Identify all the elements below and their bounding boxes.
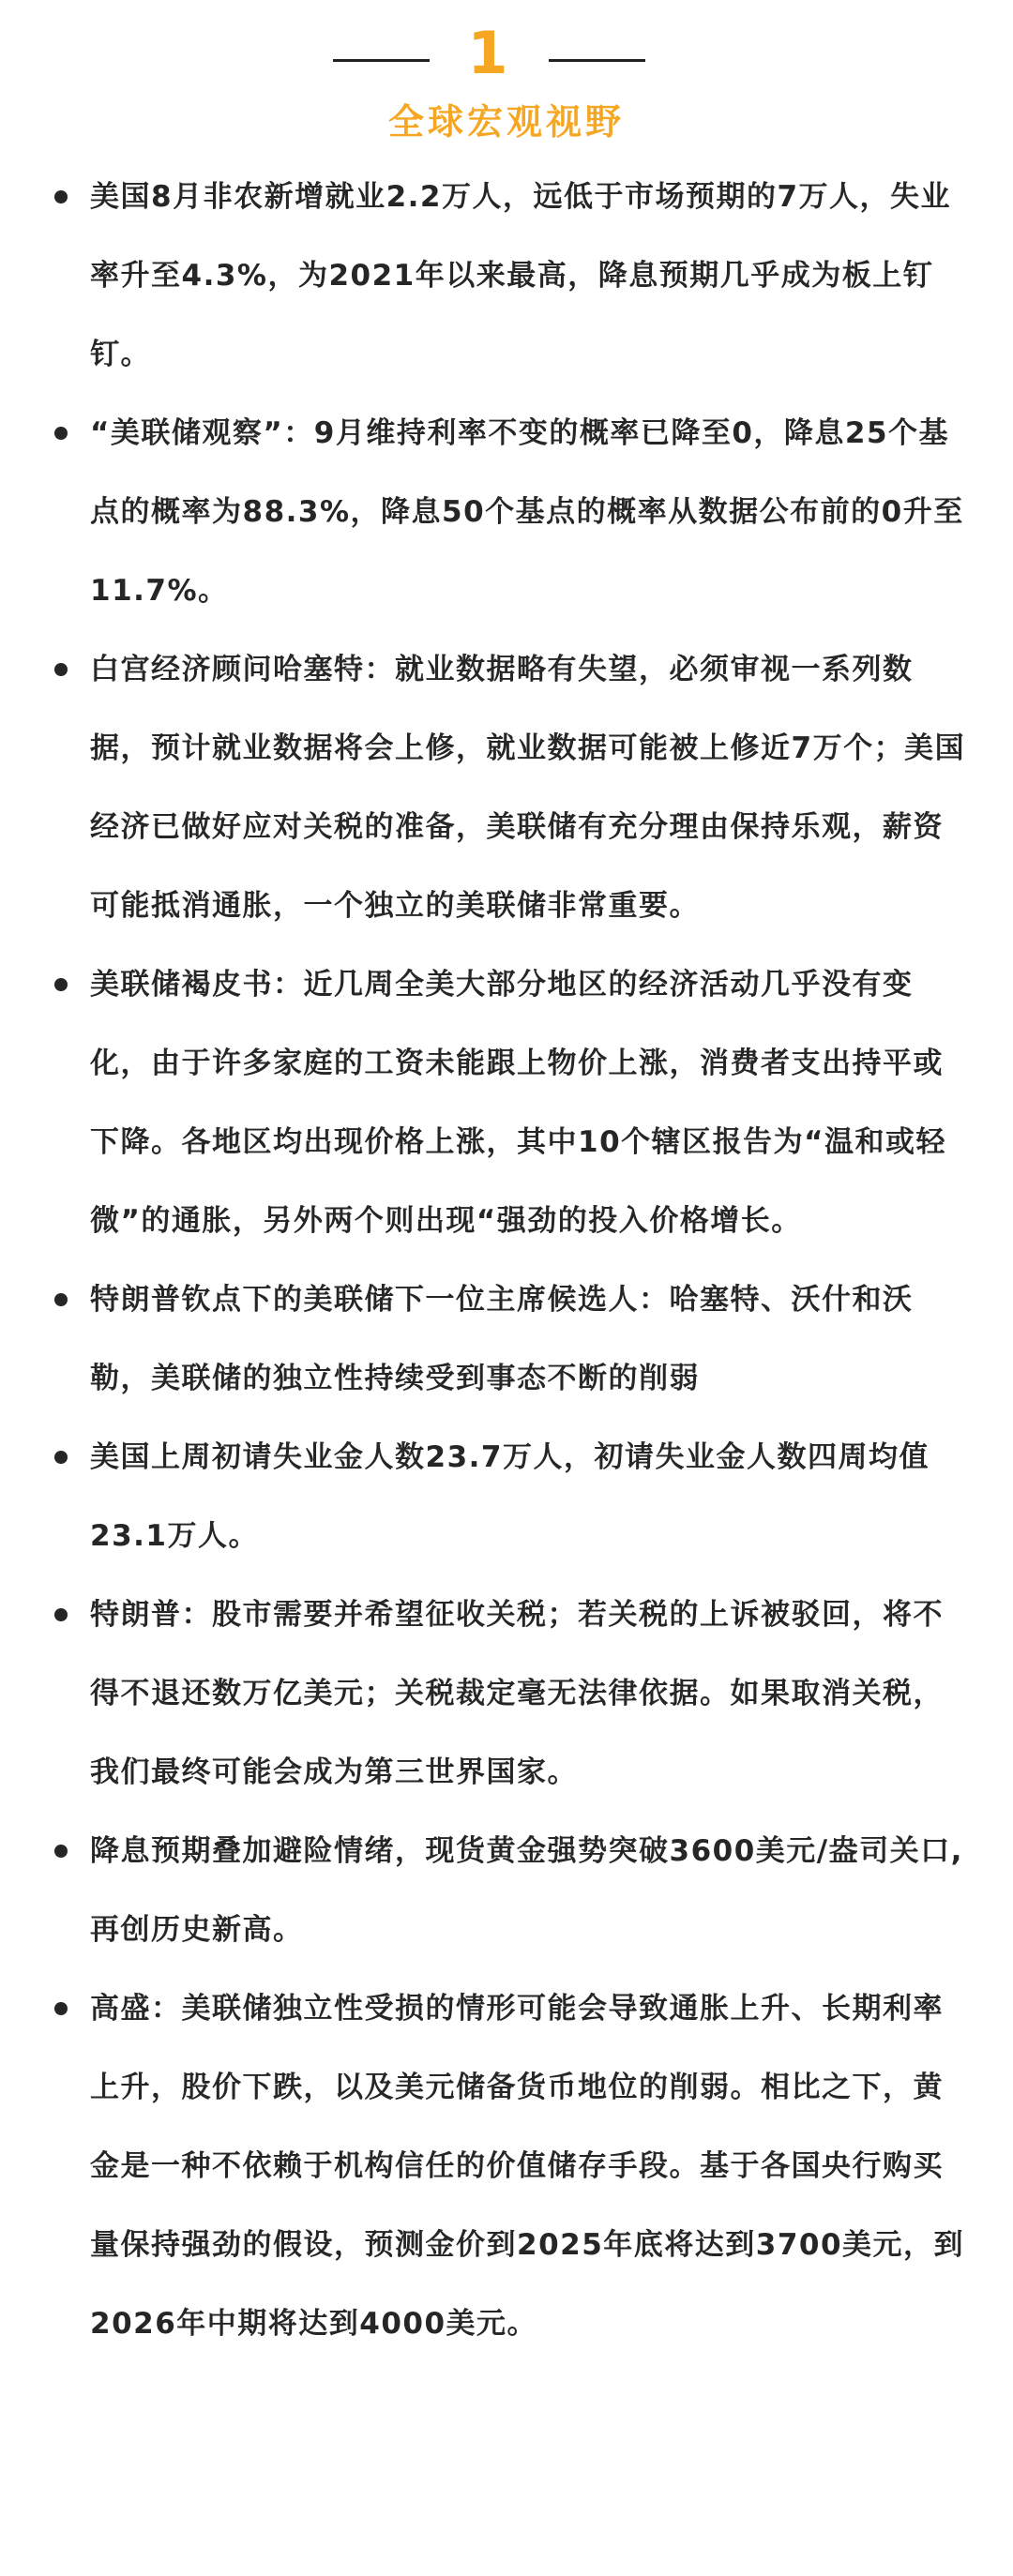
section-title: 全球宏观视野 (387, 101, 625, 143)
header-rule-right (549, 59, 645, 62)
section-header (0, 0, 1013, 159)
bullet-icon (54, 190, 68, 203)
bullet-icon (54, 663, 68, 676)
list-item-text: 美国上周初请失业金人数23.7万人，初请失业金人数四周均值23.1万人。 (90, 1440, 930, 1553)
list-item-text: “美联储观察”：9月维持利率不变的概率已降至0，降息25个基点的概率为88.3%，降息50个基点的概率从数据公布前的0升至11.7%。 (90, 416, 964, 608)
section-number: 1 (467, 19, 508, 87)
bullet-icon (54, 2002, 68, 2015)
list-item (0, 630, 1013, 945)
list-item (0, 1812, 1013, 1969)
list-item-text: 美联储褐皮书：近几周全美大部分地区的经济活动几乎没有变化，由于许多家庭的工资未能跟上物价上涨，消费者支出持平或下降。各地区均出现价格上涨，其中10个辖区报告为“温和或轻微”的通胀，另外两个则出现“强劲的投入价格增长。 (90, 968, 947, 1238)
list-item-text: 高盛：美联储独立性受损的情形可能会导致通胀上升、长期利率上升，股价下跌，以及美元储备货币地位的削弱。相比之下，黄金是一种不依赖于机构信任的价值储存手段。基于各国央行购买量保持强劲的假设，预测金价到2025年底将达到3700美元，到2026年中期将达到4000美元。 (90, 1992, 965, 2341)
list-item (0, 945, 1013, 1260)
list-item (0, 1575, 1013, 1812)
bullet-icon (54, 427, 68, 440)
list-item-text: 特朗普：股市需要并希望征收关税；若关税的上诉被驳回，将不得不退还数万亿美元；关税裁定毫无法律依据。如果取消关税，我们最终可能会成为第三世界国家。 (90, 1598, 944, 1789)
list-item (0, 158, 1013, 394)
list-item-text: 美国8月非农新增就业2.2万人，远低于市场预期的7万人，失业率升至4.3%，为2021年以来最高，降息预期几乎成为板上钉钉。 (90, 180, 952, 371)
list-item (0, 394, 1013, 630)
bullet-icon (54, 1451, 68, 1464)
bullet-icon (54, 978, 68, 991)
list-item (0, 1969, 1013, 2363)
list-item (0, 1260, 1013, 1418)
news-list (0, 158, 1013, 2363)
bullet-icon (54, 1293, 68, 1306)
list-item-text: 特朗普钦点下的美联储下一位主席候选人：哈塞特、沃什和沃勒，美联储的独立性持续受到事态不断的削弱 (90, 1283, 914, 1395)
list-item (0, 1418, 1013, 1575)
list-item-text: 降息预期叠加避险情绪，现货黄金强势突破3600美元/盎司关口, 再创历史新高。 (90, 1834, 963, 1947)
bullet-icon (54, 1608, 68, 1621)
list-item-text: 白宫经济顾问哈塞特：就业数据略有失望，必须审视一系列数据，预计就业数据将会上修，就业数据可能被上修近7万个；美国经济已做好应对关税的准备，美联储有充分理由保持乐观，薪资可能抵消通胀，一个独立的美联储非常重要。 (90, 653, 966, 923)
bullet-icon (54, 1845, 68, 1858)
